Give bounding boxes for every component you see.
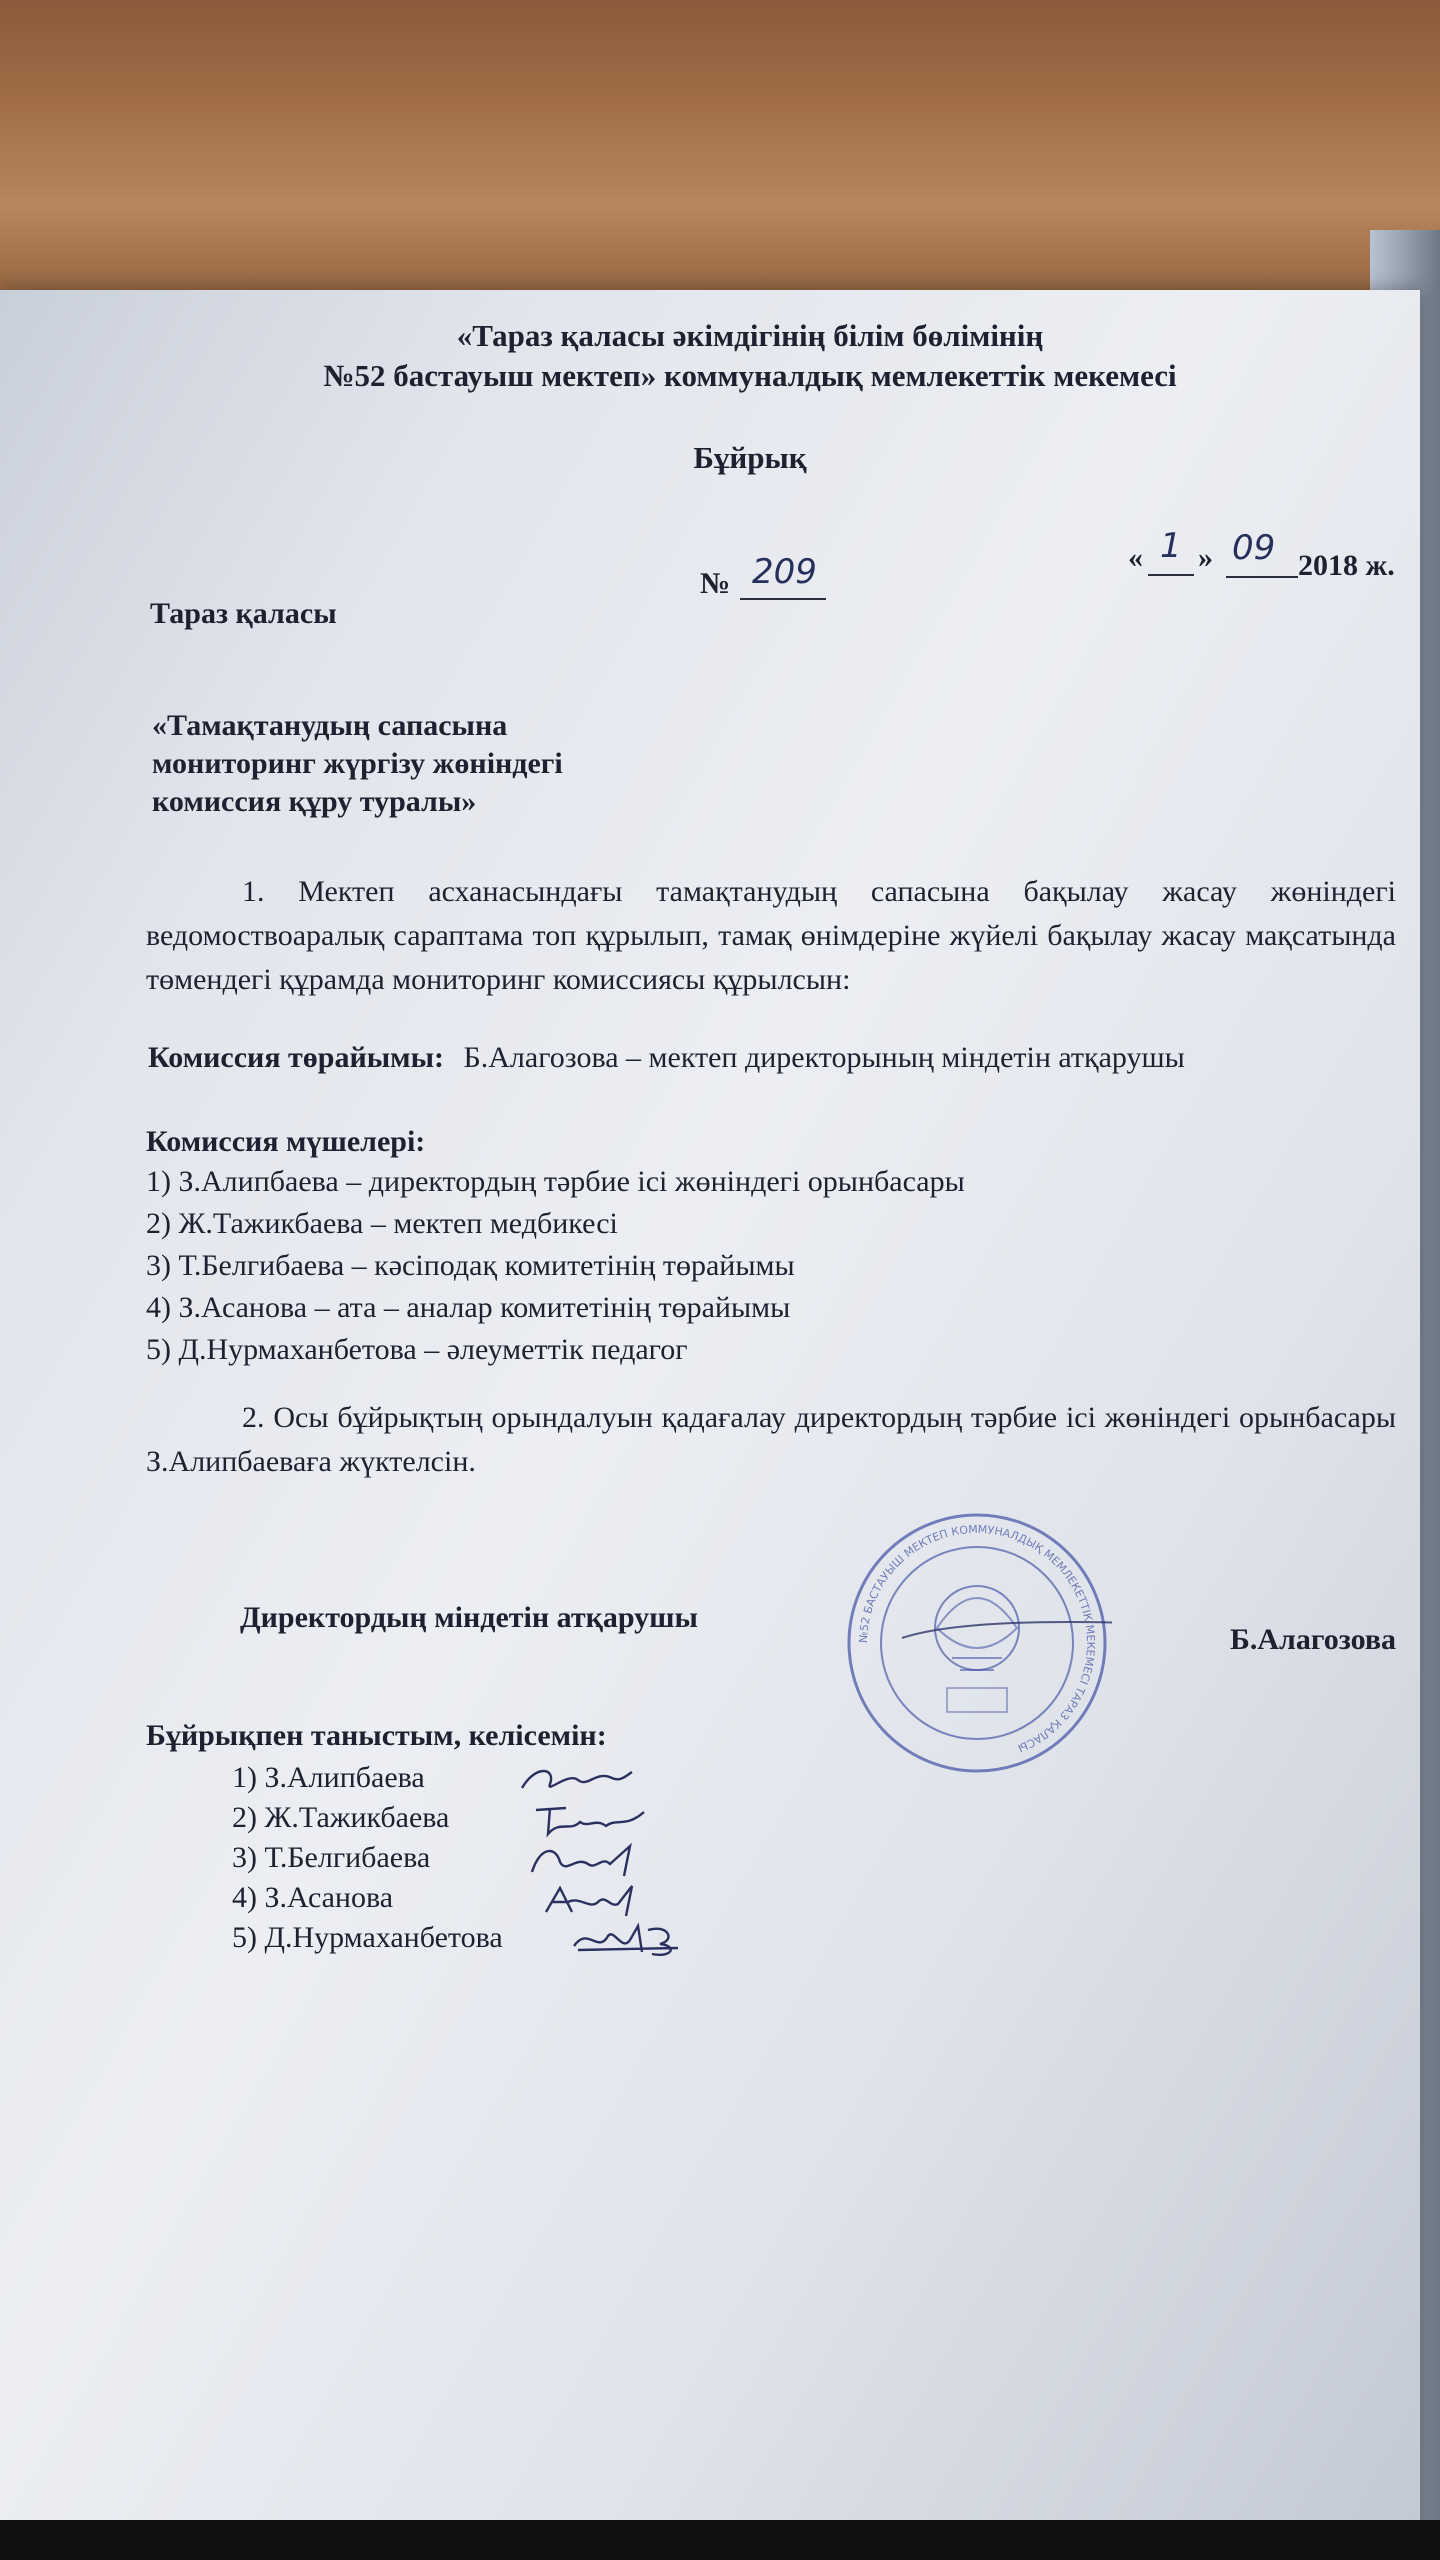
order-item-2: 2. Осы бұйрықтың орындалуын қадағалау директордың тәрбие ісі жөніндегі орынбасары З.Алипбаеваға жүктелсін. — [146, 1401, 1396, 1478]
header-line-2: №52 бастауыш мектеп» коммуналдық мемлекеттік мекемесі — [323, 358, 1177, 393]
date-month-handwritten: 09 — [1232, 528, 1276, 568]
director-title: Директордың міндетін атқарушы — [240, 1601, 698, 1634]
member-item: 1) З.Алипбаева – директордың тәрбие ісі жөніндегі орынбасары — [146, 1165, 965, 1198]
signature-1 — [516, 1758, 636, 1802]
chair-label: Комиссия төрайымы: — [148, 1041, 445, 1074]
member-item: 2) Ж.Тажикбаева – мектеп медбикесі — [146, 1207, 618, 1240]
order-number-underline — [740, 598, 826, 600]
document-type-title: Бұйрық — [693, 440, 807, 475]
signature-2 — [530, 1798, 650, 1842]
date-day-handwritten: 1 — [1160, 526, 1182, 566]
signature-5 — [568, 1916, 688, 1962]
order-number-handwritten: 209 — [752, 552, 817, 592]
city-label: Тараз қаласы — [150, 597, 337, 630]
date-open-quote: « — [1128, 541, 1143, 574]
subject-line-3: комиссия құру туралы» — [152, 785, 477, 818]
chair-line — [148, 1040, 1185, 1076]
acquainted-person: 1) З.Алипбаева — [232, 1761, 425, 1794]
date-month-underline — [1226, 576, 1298, 578]
date-day-underline — [1148, 574, 1194, 576]
acquainted-label: Бұйрықпен таныстым, келісемін: — [146, 1719, 607, 1752]
acquainted-person: 2) Ж.Тажикбаева — [232, 1801, 450, 1834]
acquainted-person: 4) З.Асанова — [232, 1881, 394, 1914]
members-label: Комиссия мүшелері: — [146, 1125, 426, 1158]
signature-3 — [526, 1838, 646, 1882]
acquainted-person: 3) Т.Белгибаева — [232, 1841, 431, 1874]
subject-line-1: «Тамақтанудың сапасына — [152, 709, 508, 742]
member-item: 4) З.Асанова – ата – аналар комитетінің төрайымы — [146, 1291, 791, 1324]
director-name: Б.Алагозова — [1230, 1623, 1397, 1656]
subject-line-2: мониторинг жүргізу жөніндегі — [152, 747, 563, 780]
date-close-quote: » — [1198, 541, 1213, 574]
order-item-1: 1. Мектеп асханасындағы тамақтанудың сапасына бақылау жасау жөніндегі ведомоствоаралық сараптама топ құрылып, тамақ өнімдеріне жүйелі бақылау жасау мақсатында төмендегі құрамда мониторинг комиссиясы құрылсын: — [146, 875, 1396, 996]
member-item: 3) Т.Белгибаева – кәсіподақ комитетінің төрайымы — [146, 1249, 795, 1282]
member-item: 5) Д.Нурмаханбетова – әлеуметтік педагог — [146, 1333, 688, 1366]
acquainted-person: 5) Д.Нурмаханбетова — [232, 1921, 503, 1954]
official-seal-stamp — [842, 1508, 1112, 1778]
chair-value: Б.Алагозова – мектеп директорының міндетін атқарушы — [463, 1041, 1185, 1074]
date-year: 2018 ж. — [1298, 549, 1395, 582]
seal-ring-text: №52 БАСТАУЫШ МЕКТЕП КОММУНАЛДЫҚ МЕМЛЕКЕТТІК МЕКЕМЕСІ ТАРАЗ ҚАЛАСЫ — [856, 1522, 1098, 1755]
order-number-prefix: № — [700, 567, 731, 600]
header-line-1: «Тараз қаласы әкімдігінің білім бөлімінің — [456, 318, 1044, 353]
